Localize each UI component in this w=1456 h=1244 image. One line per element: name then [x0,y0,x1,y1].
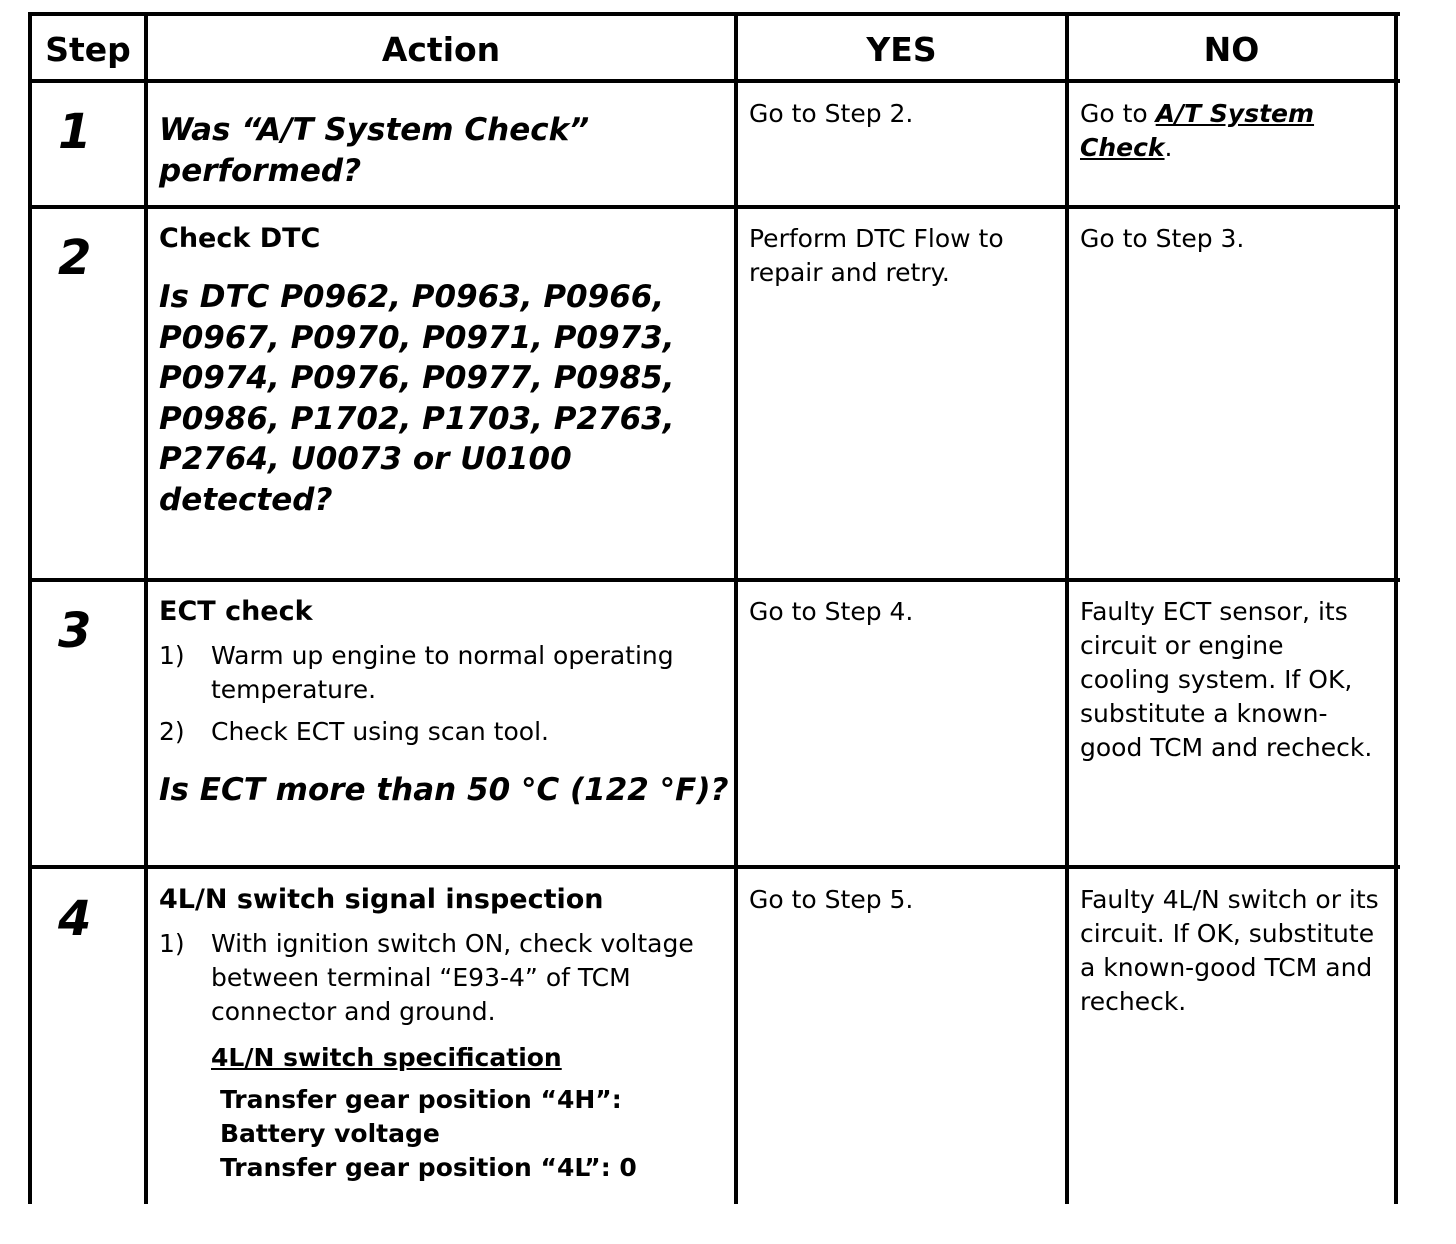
column-divider [144,12,148,1204]
list-item [159,927,729,1029]
step-1-yes: Go to Step 2. [749,99,914,128]
troubleshooting-table [28,12,1400,1204]
header-step: Step [45,30,131,69]
step-title: ECT check [159,596,313,627]
header-yes: YES [866,30,937,69]
step-3-yes: Go to Step 4. [749,597,914,626]
table-border-right [1394,12,1398,1204]
step-title: Check DTC [159,223,321,254]
step-1-action [159,110,729,191]
list-item [159,715,729,749]
table-border-left [28,12,32,1204]
step-question: Was “A/T System Check” performed? [159,112,590,189]
spec-line: Transfer gear position “4H”: [220,1085,622,1114]
header-no: NO [1203,30,1260,69]
row-divider [28,79,1400,83]
no-text-suffix: . [1164,133,1173,162]
step-4-action [159,883,729,1185]
column-divider [734,12,738,1204]
step-2-action [159,222,729,520]
list-item-number: 1) [159,929,185,958]
at-system-check-link[interactable]: A/T System Check [1080,99,1315,162]
spec-line: Transfer gear position “4L”: 0 [220,1153,637,1182]
step-number: 1 [58,104,92,160]
step-4-no: Faulty 4L/N switch or its circuit. If OK, substitute a known-good TCM and recheck. [1080,885,1379,1016]
step-2-no: Go to Step 3. [1080,224,1245,253]
step-number: 4 [58,891,92,947]
step-question: Is DTC P0962, P0963, P0966, P0967, P0970, P0971, P0973, P0974, P0976, P0977, P0985, P0986, P1702, P1703, P2763, P2764, U0073 or U0100 detected? [159,279,675,518]
step-4-yes: Go to Step 5. [749,885,914,914]
list-item [159,639,729,707]
step-question: Is ECT more than 50 °C (122 °F)? [159,772,729,808]
list-item-number: 2) [159,717,185,746]
row-divider [28,865,1400,869]
column-divider [1065,12,1069,1204]
row-divider [28,578,1400,582]
spec-line: Battery voltage [220,1119,440,1148]
no-text-prefix: Go to [1080,99,1156,128]
list-item-text: Check ECT using scan tool. [211,717,549,746]
step-title: 4L/N switch signal inspection [159,884,604,915]
spec-title: 4L/N switch specification [211,1043,562,1072]
header-action: Action [381,30,501,69]
list-item-text: With ignition switch ON, check voltage between terminal “E93-4” of TCM connector and ground. [211,929,694,1026]
row-divider [28,205,1400,209]
step-2-yes: Perform DTC Flow to repair and retry. [749,224,1004,287]
list-item-number: 1) [159,641,185,670]
step-number: 2 [58,230,92,286]
step-3-no: Faulty ECT sensor, its circuit or engine cooling system. If OK, substitute a known-good TCM and recheck. [1080,597,1373,762]
step-3-action [159,595,729,811]
step-1-no [1080,97,1380,165]
list-item-text: Warm up engine to normal operating temperature. [211,641,674,704]
step-number: 3 [58,603,92,659]
